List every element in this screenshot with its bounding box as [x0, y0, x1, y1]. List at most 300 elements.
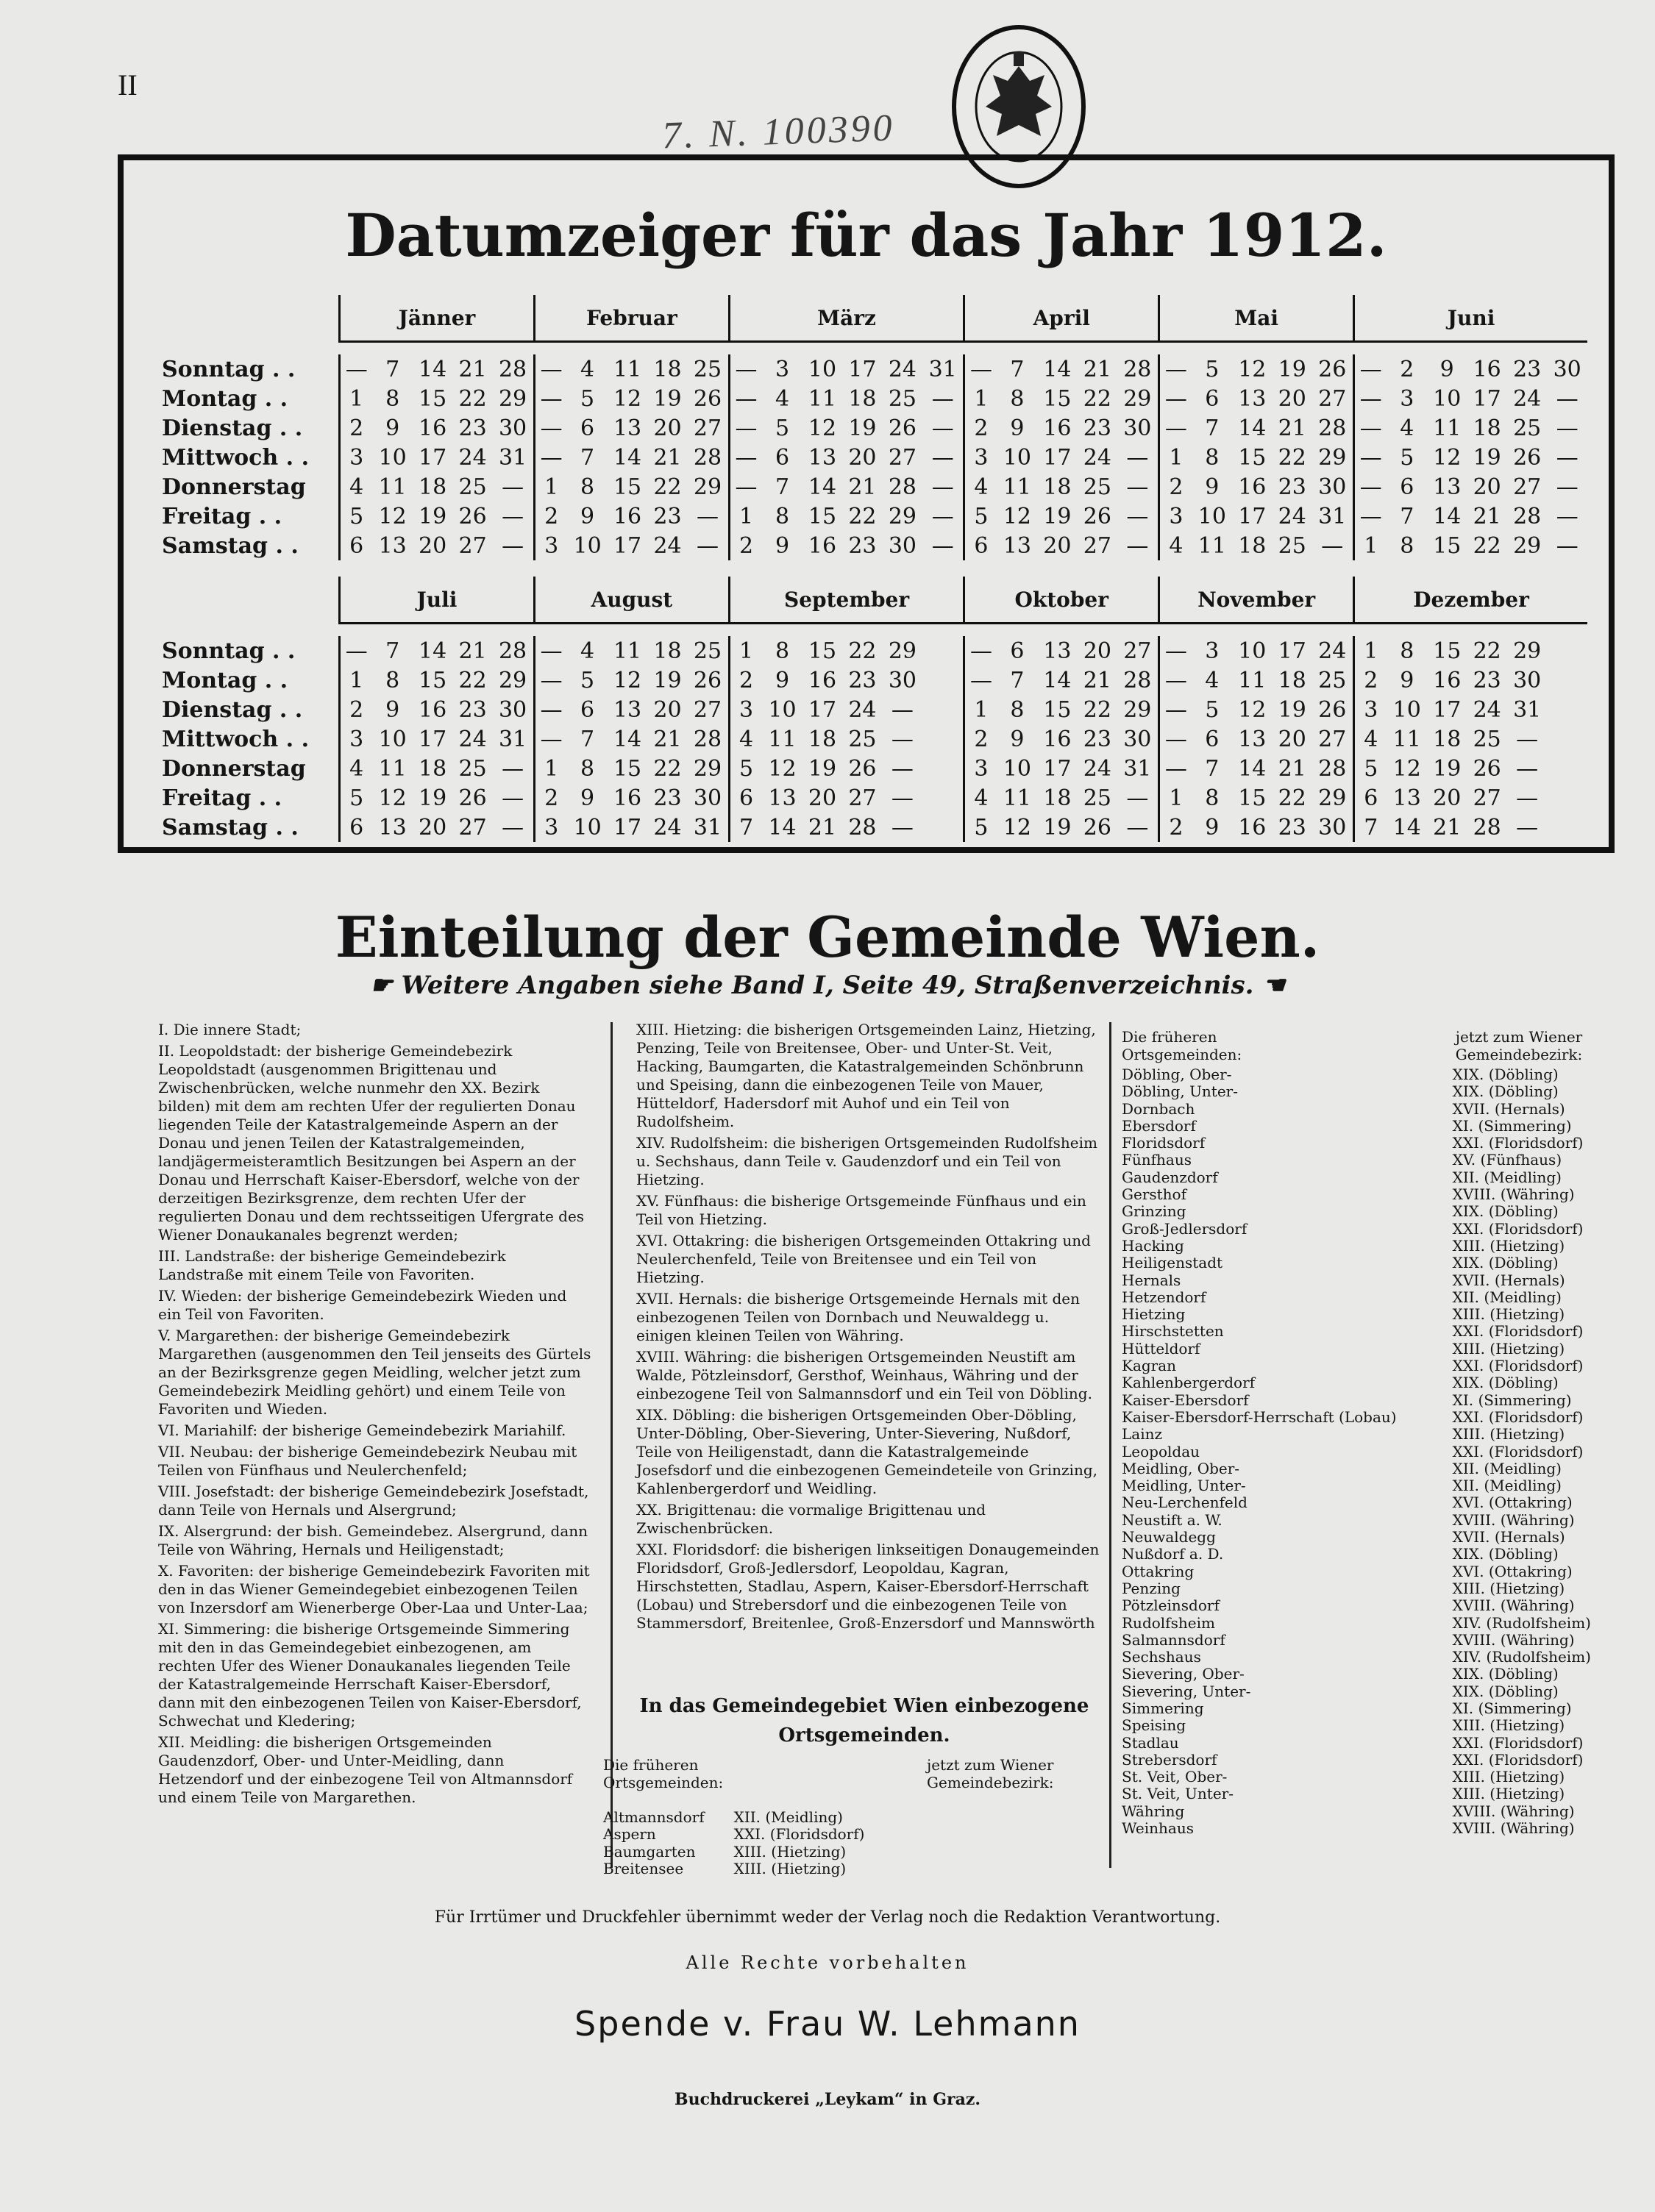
date-cell: 11 [378, 474, 407, 500]
current-district: XIX. (Döbling) [1452, 1082, 1559, 1101]
date-cell: 3 [1400, 385, 1414, 412]
date-cell: 13 [1433, 474, 1462, 500]
date-cell: 22 [1473, 638, 1501, 664]
date-cell: 3 [775, 356, 790, 382]
date-cell: 31 [693, 814, 722, 841]
date-cell: — [1354, 443, 1387, 472]
date-cell: 31 [1318, 503, 1347, 529]
calendar-row [153, 754, 1587, 783]
calendar-row [153, 695, 1587, 724]
date-cell: 23 [1513, 356, 1542, 382]
date-cell: 17 [613, 814, 642, 841]
date-cell: — [891, 726, 914, 752]
weekday-label: Donnerstag [162, 474, 306, 500]
date-cell: 2 [1400, 356, 1414, 382]
date-cell: 22 [1083, 696, 1111, 723]
district-entry: V. Margarethen: der bisherige Gemeindebezirk Margarethen (ausgenommen den Teil jenseits des Gürtels an der Bezirksgrenze gegen Meidling, welcher jetzt zum Gemeindebezirk Meidling gehört) und einem Teile von Favoriten und Wieden. [158, 1327, 591, 1418]
date-cell: 11 [1433, 415, 1462, 441]
former-municipality: Salmannsdorf [1122, 1630, 1225, 1649]
date-cell: 13 [378, 532, 407, 559]
division-title: Einteilung der Gemeinde Wien. [335, 905, 1320, 970]
date-cell: 24 [848, 696, 877, 723]
month-header: September [729, 577, 964, 624]
date-cell: 5 [1205, 696, 1220, 723]
date-cell: 18 [1278, 667, 1306, 693]
date-cell: 3 [1354, 695, 1387, 724]
date-cell: 5 [1400, 444, 1414, 471]
handwritten-inventory-number: 7. N. 100390 [661, 107, 896, 157]
district-entry: I. Die innere Stadt; [158, 1021, 302, 1038]
date-cell: — [729, 384, 762, 413]
date-cell: 19 [808, 755, 837, 782]
date-cell: 17 [1473, 385, 1501, 412]
weekday-label: Freitag . . [162, 785, 282, 811]
date-cell: — [1126, 785, 1149, 811]
current-district: XXI. (Floridsdorf) [733, 1825, 865, 1844]
date-cell: 13 [1043, 638, 1072, 664]
date-cell: 7 [1354, 813, 1387, 842]
date-cell: 25 [1318, 667, 1347, 693]
date-cell: — [931, 385, 954, 412]
date-cell: 20 [1278, 726, 1306, 752]
date-cell: 5 [964, 502, 997, 531]
date-cell: 27 [693, 696, 722, 723]
date-cell: 2 [534, 502, 567, 531]
date-cell: 17 [1238, 503, 1267, 529]
calendar-table [153, 295, 1587, 842]
weekday-label: Sonntag . . [162, 638, 296, 664]
date-cell: 13 [808, 444, 837, 471]
date-cell: 18 [1433, 726, 1462, 752]
column-divider [1109, 1022, 1111, 1868]
date-cell: 21 [1433, 814, 1462, 841]
table-row [1122, 1357, 1607, 1374]
date-cell: — [1556, 444, 1579, 471]
date-cell: 6 [1010, 638, 1025, 664]
date-cell: — [891, 814, 914, 841]
weekday-label: Donnerstag [162, 755, 306, 782]
date-cell: — [534, 636, 567, 666]
districts-left-column [158, 1021, 592, 1810]
date-cell: — [340, 354, 373, 384]
date-cell: — [534, 354, 567, 384]
table-row [1122, 1597, 1607, 1614]
date-cell: 8 [1205, 785, 1220, 811]
date-cell: 25 [458, 755, 487, 782]
page-number: II [118, 68, 138, 101]
calendar-row [153, 783, 1587, 813]
date-cell: 5 [340, 502, 373, 531]
former-municipality: Strebersdorf [1122, 1750, 1217, 1769]
date-cell: 12 [613, 667, 642, 693]
date-cell: 30 [1318, 814, 1347, 841]
date-cell: — [502, 503, 524, 529]
date-cell: 29 [888, 503, 917, 529]
date-cell: 11 [1197, 532, 1226, 559]
date-cell: 15 [808, 638, 837, 664]
date-cell: 30 [1513, 667, 1542, 693]
table-row [1122, 1666, 1607, 1683]
current-district: XIV. (Rudolfsheim) [1452, 1648, 1591, 1666]
date-cell: 20 [419, 532, 447, 559]
date-cell: — [1159, 384, 1192, 413]
date-cell: 7 [1400, 503, 1414, 529]
weekday-label: Montag . . [162, 667, 288, 693]
date-cell: 19 [419, 503, 447, 529]
date-cell: 6 [1205, 726, 1220, 752]
col-now-label: jetzt zum Wiener Gemeindebezirk: [1455, 1028, 1583, 1063]
calendar-corner [153, 295, 340, 342]
date-cell: 10 [1197, 503, 1226, 529]
date-cell: 25 [458, 474, 487, 500]
former-municipality: Sechshaus [1122, 1648, 1201, 1666]
date-cell: 3 [534, 531, 567, 560]
table-row [1122, 1152, 1607, 1169]
date-cell: 13 [613, 415, 642, 441]
current-district: XII. (Meidling) [1452, 1477, 1562, 1495]
date-cell: 22 [1473, 532, 1501, 559]
date-cell: 11 [613, 356, 642, 382]
date-cell: 23 [848, 532, 877, 559]
date-cell: 21 [653, 726, 682, 752]
table-row [1122, 1632, 1607, 1649]
weekday-label: Freitag . . [162, 503, 282, 529]
date-cell: 25 [1513, 415, 1542, 441]
month-header: Oktober [964, 577, 1159, 624]
former-municipality: Grinzing [1122, 1202, 1186, 1221]
date-cell: 22 [848, 503, 877, 529]
date-cell: 28 [1513, 503, 1542, 529]
current-district: XIX. (Döbling) [1452, 1202, 1559, 1221]
date-cell: 2 [1159, 472, 1192, 502]
date-cell: 12 [378, 785, 407, 811]
date-cell: 6 [1205, 385, 1220, 412]
date-cell: 20 [1433, 785, 1462, 811]
date-cell: — [502, 785, 524, 811]
date-cell: 21 [808, 814, 837, 841]
date-cell: — [729, 443, 762, 472]
date-cell: 6 [340, 813, 373, 842]
date-cell: 14 [1433, 503, 1462, 529]
district-entry: VII. Neubau: der bisherige Gemeindebezirk Neubau mit Teilen von Fünfhaus und Neulerchenfeld; [158, 1443, 577, 1479]
date-cell: 17 [419, 726, 447, 752]
date-cell: 22 [458, 667, 487, 693]
date-cell: — [534, 413, 567, 443]
date-cell: 15 [613, 755, 642, 782]
date-cell [922, 813, 964, 842]
date-cell: 17 [613, 532, 642, 559]
date-cell: — [1516, 814, 1539, 841]
division-subtitle-text: Weitere Angaben siehe Band I, Seite 49, Straßenverzeichnis. [401, 971, 1254, 1000]
district-entry: III. Landstraße: der bisherige Gemeindebezirk Landstraße mit einem Teile von Favoriten. [158, 1247, 506, 1283]
table-row [1122, 1563, 1607, 1580]
date-cell: 23 [1083, 726, 1111, 752]
date-cell: 16 [1043, 415, 1072, 441]
district-entry: IX. Alsergrund: der bish. Gemeindebez. Alsergrund, dann Teile von Währing, Hernals und Heiligenstadt; [158, 1522, 588, 1558]
date-cell: 5 [775, 415, 790, 441]
former-municipality: Meidling, Ober- [1122, 1459, 1240, 1477]
former-municipality: Penzing [1122, 1579, 1181, 1597]
date-cell [922, 636, 964, 666]
date-cell: 10 [808, 356, 837, 382]
former-municipality: Baumgarten [603, 1842, 696, 1860]
date-cell: — [1354, 502, 1387, 531]
date-cell: — [1126, 814, 1149, 841]
spacer-row [153, 342, 1587, 355]
date-cell: — [1354, 384, 1387, 413]
table-row [1122, 1700, 1607, 1717]
date-cell: 18 [808, 726, 837, 752]
date-cell: 24 [888, 356, 917, 382]
date-cell: 30 [498, 696, 527, 723]
date-cell: — [1126, 503, 1149, 529]
date-cell: 4 [580, 356, 595, 382]
table-row [1122, 1752, 1607, 1769]
district-entry: XIV. Rudolfsheim: die bisherigen Ortsgemeinden Rudolfsheim u. Sechshaus, dann Teile v. Gaudenzdorf und ein Teil von Hietzing. [636, 1134, 1098, 1188]
current-district: XXI. (Floridsdorf) [1452, 1442, 1584, 1460]
date-cell: 24 [653, 814, 682, 841]
calendar-corner [153, 577, 340, 624]
incorporated-main-table [1122, 1066, 1607, 1837]
calendar-row [153, 413, 1587, 443]
date-cell: 8 [580, 474, 595, 500]
date-cell: 28 [498, 356, 527, 382]
date-cell: 15 [1043, 385, 1072, 412]
former-municipality: Breitensee [603, 1859, 684, 1877]
calendar-row [153, 813, 1587, 842]
date-cell: 3 [1159, 502, 1192, 531]
current-district: XIII. (Hietzing) [1452, 1768, 1565, 1786]
former-municipality: Leopoldau [1122, 1442, 1200, 1460]
former-municipality: Hütteldorf [1122, 1339, 1200, 1357]
former-municipality: Simmering [1122, 1699, 1204, 1717]
table-row [1122, 1374, 1607, 1391]
date-cell: 27 [1473, 785, 1501, 811]
date-cell: 10 [573, 532, 602, 559]
date-cell: 4 [1400, 415, 1414, 441]
date-cell: 28 [1473, 814, 1501, 841]
date-cell: 28 [848, 814, 877, 841]
date-cell: 2 [340, 695, 373, 724]
weekday-label: Mittwoch . . [162, 726, 310, 752]
date-cell: — [502, 532, 524, 559]
date-cell: 24 [458, 726, 487, 752]
date-cell: 26 [1318, 696, 1347, 723]
current-district: XIX. (Döbling) [1452, 1254, 1559, 1272]
date-cell [1547, 724, 1587, 754]
date-cell: — [891, 696, 914, 723]
current-district: XIX. (Döbling) [1452, 1682, 1559, 1700]
former-municipality: Nußdorf a. D. [1122, 1545, 1224, 1563]
date-cell: 10 [378, 444, 407, 471]
former-municipality: Heiligenstadt [1122, 1254, 1223, 1272]
date-cell: 29 [1123, 385, 1152, 412]
former-municipality: Neustift a. W. [1122, 1510, 1222, 1529]
date-cell: 28 [1123, 356, 1152, 382]
date-cell: 22 [653, 755, 682, 782]
date-cell: 4 [340, 472, 373, 502]
date-cell: 29 [498, 385, 527, 412]
date-cell: 15 [1238, 785, 1267, 811]
date-cell: 13 [1238, 726, 1267, 752]
former-municipality: Kahlenbergerdorf [1122, 1374, 1256, 1392]
date-cell: 7 [729, 813, 762, 842]
date-cell: 24 [1513, 385, 1542, 412]
date-cell: 26 [848, 755, 877, 782]
date-cell: — [1159, 413, 1192, 443]
district-entry: XIX. Döbling: die bisherigen Ortsgemeinden Ober-Döbling, Unter-Döbling, Ober-Sievering, Unter-Sievering, Nußdorf, Teile von Heiligenstadt, dann die Katastralgemeinde Josefsdorf und die einbezogenen Gemeindeteile von Grinzing, Kahlenbergerdorf und Weidling. [636, 1406, 1097, 1497]
date-cell: 4 [1159, 531, 1192, 560]
date-cell: — [964, 636, 997, 666]
date-cell: — [729, 472, 762, 502]
table-row [1122, 1477, 1607, 1494]
former-municipality: Ottakring [1122, 1562, 1195, 1580]
current-district: XIII. (Hietzing) [1452, 1305, 1565, 1324]
table-row [1122, 1683, 1607, 1700]
table-row [1122, 1512, 1607, 1529]
table-row [1122, 1820, 1607, 1837]
weekday-label: Dienstag . . [162, 696, 303, 723]
date-cell: 21 [1278, 755, 1306, 782]
date-cell: — [1556, 532, 1579, 559]
date-cell: 12 [1003, 814, 1031, 841]
month-header: Februar [534, 295, 729, 342]
month-header: Juli [340, 577, 535, 624]
date-cell: 26 [1083, 503, 1111, 529]
date-cell: 1 [729, 502, 762, 531]
date-cell: 29 [1513, 638, 1542, 664]
date-cell: 7 [385, 638, 400, 664]
weekday-label: Dienstag . . [162, 415, 303, 441]
table-row [1122, 1101, 1607, 1118]
date-cell: 7 [580, 726, 595, 752]
calendar-row [153, 384, 1587, 413]
date-cell: 4 [775, 385, 790, 412]
date-cell: 26 [1083, 814, 1111, 841]
date-cell: 1 [340, 384, 373, 413]
date-cell: 9 [1400, 667, 1414, 693]
date-cell: 19 [1043, 814, 1072, 841]
date-cell: 17 [1278, 638, 1306, 664]
date-cell: 4 [1205, 667, 1220, 693]
current-district: XIII. (Hietzing) [1452, 1785, 1565, 1803]
district-entry: XVII. Hernals: die bisherige Ortsgemeinde Hernals mit den einbezogenen Teilen von Dornbach und Neuwaldegg u. einigen kleinen Teilen von Währing. [636, 1290, 1081, 1344]
date-cell: 6 [775, 444, 790, 471]
current-district: XIX. (Döbling) [1452, 1066, 1559, 1083]
date-cell: — [502, 474, 524, 500]
date-cell: 27 [888, 444, 917, 471]
date-cell: 25 [1083, 474, 1111, 500]
date-cell: 25 [693, 356, 722, 382]
date-cell: 14 [1043, 356, 1072, 382]
date-cell: 11 [768, 726, 797, 752]
table-row [1122, 1255, 1607, 1271]
date-cell: 14 [1238, 755, 1267, 782]
date-cell: 23 [653, 785, 682, 811]
date-cell: 22 [1278, 444, 1306, 471]
date-cell: 11 [1238, 667, 1267, 693]
date-cell: 7 [1010, 667, 1025, 693]
date-cell: 16 [419, 415, 447, 441]
date-cell [1547, 754, 1587, 783]
date-cell: 21 [1278, 415, 1306, 441]
current-district: XXI. (Floridsdorf) [1452, 1408, 1584, 1426]
date-cell: 30 [1123, 726, 1152, 752]
date-cell: 19 [1473, 444, 1501, 471]
date-cell: 28 [888, 474, 917, 500]
date-cell: — [1556, 503, 1579, 529]
current-district: XIII. (Hietzing) [733, 1859, 847, 1877]
date-cell: 13 [1003, 532, 1031, 559]
date-cell: 28 [1318, 415, 1347, 441]
date-cell: — [931, 415, 954, 441]
date-cell [922, 666, 964, 695]
date-cell: 13 [613, 696, 642, 723]
date-cell: 2 [340, 413, 373, 443]
former-municipality: Döbling, Ober- [1122, 1066, 1232, 1083]
district-entry: XX. Brigittenau: die vormalige Brigittenau und Zwischenbrücken. [636, 1501, 986, 1537]
table-row [1122, 1785, 1607, 1802]
date-cell: — [534, 384, 567, 413]
former-municipality: Ebersdorf [1122, 1116, 1196, 1135]
date-cell: 16 [1473, 356, 1501, 382]
district-entry: VIII. Josefstadt: der bisherige Gemeindebezirk Josefstadt, dann Teile von Hernals und Alsergrund; [158, 1483, 589, 1519]
date-cell: 4 [729, 724, 762, 754]
district-entry: IV. Wieden: der bisherige Gemeindebezirk Wieden und ein Teil von Favoriten. [158, 1287, 567, 1323]
current-district: XIII. (Hietzing) [1452, 1339, 1565, 1357]
date-cell: — [1159, 666, 1192, 695]
date-cell: 21 [848, 474, 877, 500]
former-municipality: Groß-Jedlersdorf [1122, 1219, 1248, 1238]
date-cell: 24 [653, 532, 682, 559]
weekday-label: Samstag . . [162, 814, 299, 841]
date-cell: 3 [964, 754, 997, 783]
date-cell: 29 [498, 667, 527, 693]
current-district: XI. (Simmering) [1452, 1699, 1572, 1717]
date-cell: 22 [458, 385, 487, 412]
current-district: XVIII. (Währing) [1452, 1630, 1575, 1649]
date-cell: 30 [1553, 356, 1581, 382]
date-cell: 30 [1318, 474, 1347, 500]
date-cell: 4 [580, 638, 595, 664]
table-row [1122, 1118, 1607, 1135]
date-cell: 11 [378, 755, 407, 782]
date-cell: 14 [1392, 814, 1421, 841]
date-cell: 6 [340, 531, 373, 560]
date-cell: 12 [1433, 444, 1462, 471]
date-cell: — [1159, 754, 1192, 783]
date-cell [1547, 636, 1587, 666]
weekday-label: Mittwoch . . [162, 444, 310, 471]
date-cell: 1 [1159, 783, 1192, 813]
current-district: XIX. (Döbling) [1452, 1374, 1559, 1392]
date-cell: — [1354, 413, 1387, 443]
date-cell: — [1126, 444, 1149, 471]
district-entry: XIII. Hietzing: die bisherigen Ortsgemeinden Lainz, Hietzing, Penzing, Teile von Breitensee, Ober- und Unter-St. Veit, Hacking, Baumgarten, die Katastralgemeinden Schönbrunn und Speising, dann die einbezogenen Teile von Mauer, Hütteldorf, Hadersdorf mit Auhof und ein Teil von Rudolfsheim. [636, 1021, 1096, 1130]
date-cell: 10 [1003, 444, 1031, 471]
date-cell: 24 [1473, 696, 1501, 723]
date-cell: 3 [1205, 638, 1220, 664]
district-entry: XV. Fünfhaus: die bisherige Ortsgemeinde Fünfhaus und ein Teil von Hietzing. [636, 1192, 1086, 1228]
former-municipality: Neuwaldegg [1122, 1528, 1216, 1546]
date-cell: 14 [808, 474, 837, 500]
date-cell: 1 [1159, 443, 1192, 472]
former-municipality: Neu-Lerchenfeld [1122, 1494, 1248, 1512]
current-district: XVII. (Hernals) [1452, 1528, 1565, 1546]
date-cell: 16 [1238, 474, 1267, 500]
date-cell: 14 [419, 356, 447, 382]
district-entry: X. Favoriten: der bisherige Gemeindebezirk Favoriten mit den in das Wiener Gemeindegebiet einbezogenen Teilen von Inzersdorf am Wienerberge Ober-Laa und Unter-Laa; [158, 1562, 590, 1616]
